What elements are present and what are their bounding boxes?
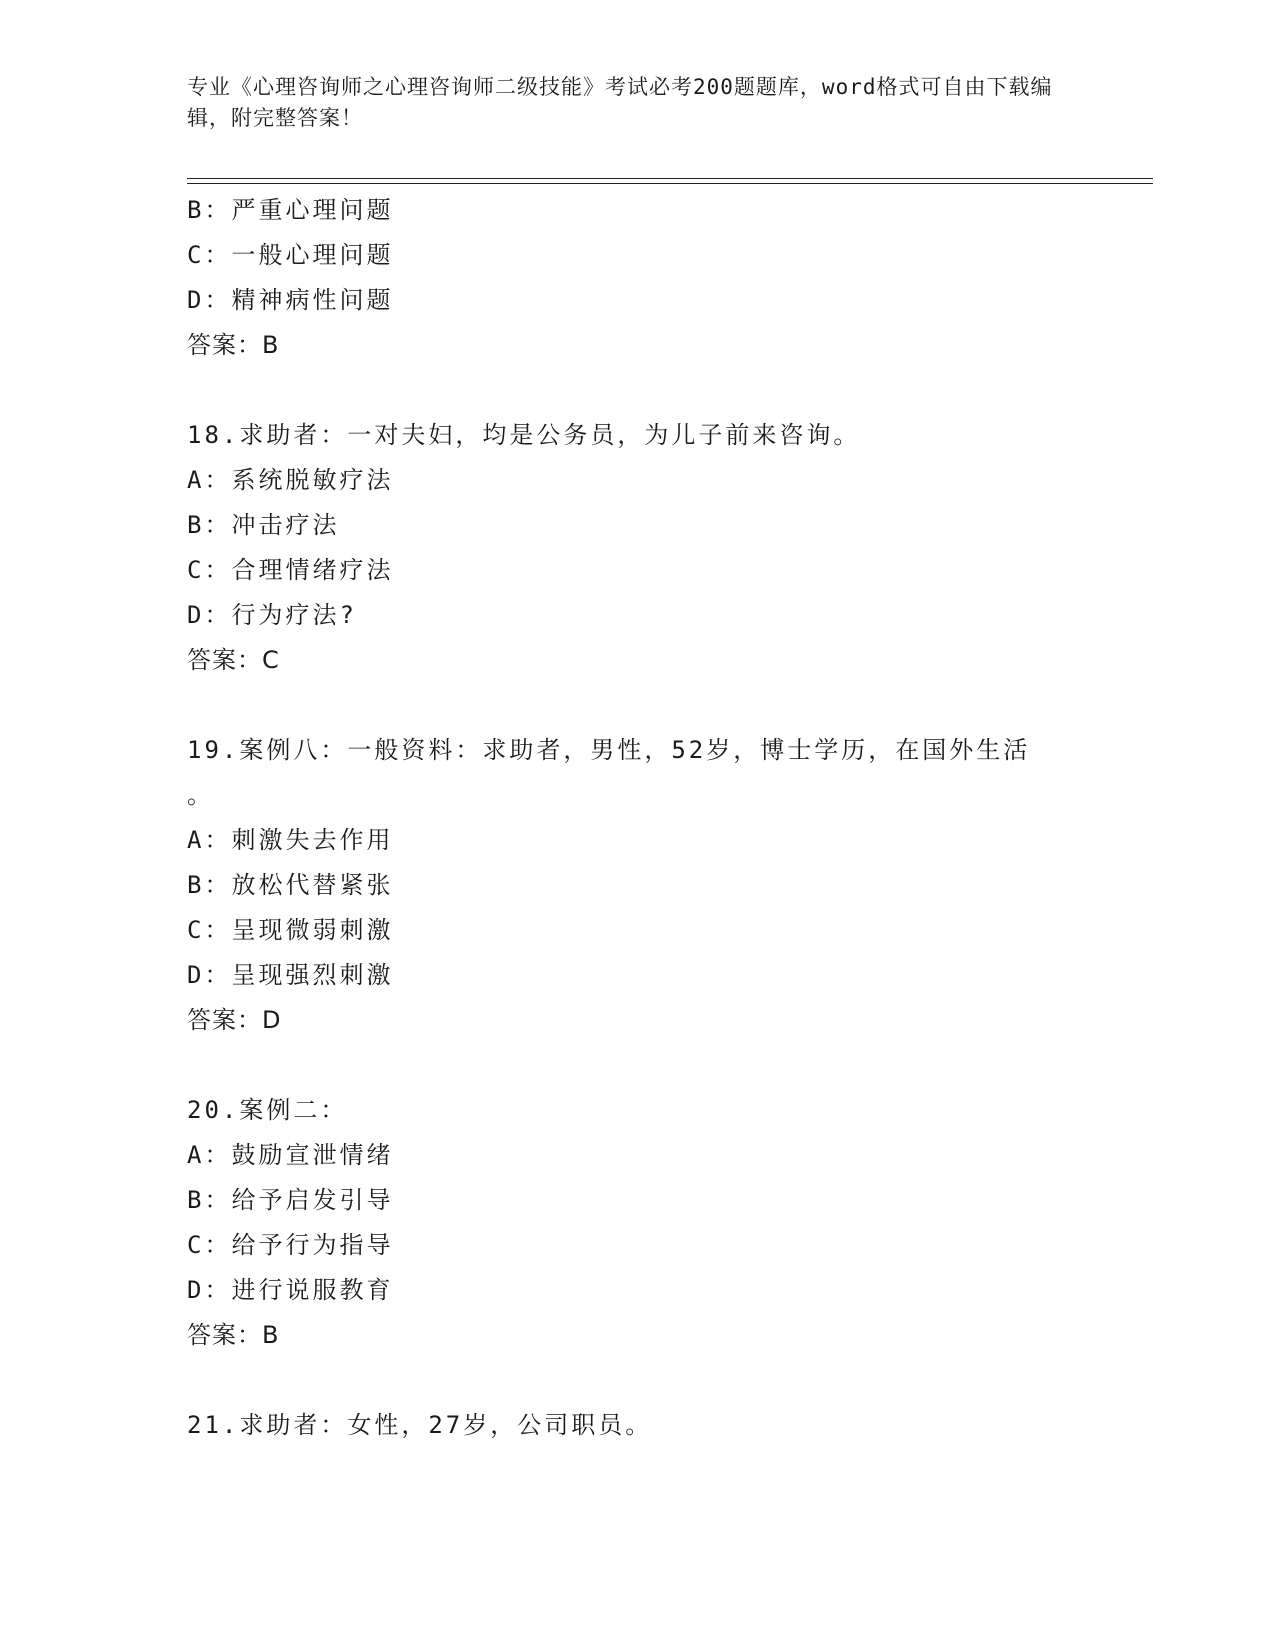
q21-question: 21.求助者：女性，27岁，公司职员。 (187, 1411, 653, 1439)
q19-option-b: B：放松代替紧张 (187, 871, 394, 899)
q19-option-a: A：刺激失去作用 (187, 826, 394, 854)
q20-option-a: A：鼓励宣泄情绪 (187, 1141, 394, 1169)
q18-option-a: A：系统脱敏疗法 (187, 466, 394, 494)
q19-option-c: C：呈现微弱刺激 (187, 916, 394, 944)
header-divider-bottom (187, 183, 1153, 184)
q20-option-b: B：给予启发引导 (187, 1186, 394, 1214)
q19-option-d: D：呈现强烈刺激 (187, 961, 394, 989)
q20-option-d: D：进行说服教育 (187, 1276, 394, 1304)
q19-answer: 答案：D (187, 1006, 282, 1034)
q20-question: 20.案例二： (187, 1096, 348, 1124)
header-divider-top (187, 178, 1153, 179)
q19-question-continuation: 。 (187, 781, 214, 809)
document-header: 专业《心理咨询师之心理咨询师二级技能》考试必考200题题库，word格式可自由下载编辑，附完整答案！ (187, 75, 1053, 130)
q20-option-c: C：给予行为指导 (187, 1231, 394, 1259)
q17-answer: 答案：B (187, 331, 280, 359)
q18-option-c: C：合理情绪疗法 (187, 556, 394, 584)
q17-option-d: D：精神病性问题 (187, 286, 394, 314)
q18-option-b: B：冲击疗法 (187, 511, 340, 539)
q18-question: 18.求助者：一对夫妇，均是公务员，为儿子前来咨询。 (187, 421, 861, 449)
q20-answer: 答案：B (187, 1321, 280, 1349)
q18-option-d: D：行为疗法? (187, 601, 357, 629)
q18-answer: 答案：C (187, 646, 280, 674)
q19-question: 19.案例八：一般资料：求助者，男性，52岁，博士学历，在国外生活 (187, 736, 1031, 764)
q17-option-c: C：一般心理问题 (187, 241, 394, 269)
q17-option-b: B：严重心理问题 (187, 196, 394, 224)
